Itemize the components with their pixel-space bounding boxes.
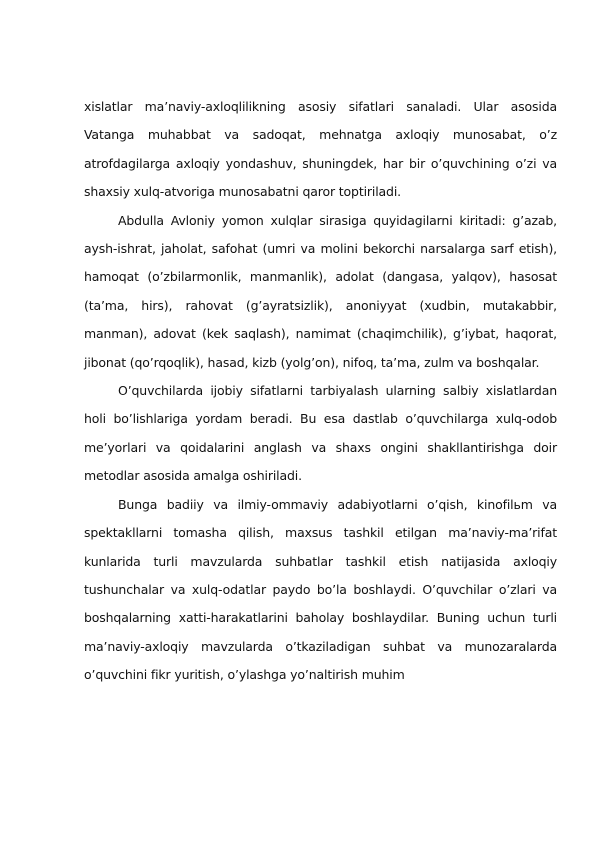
paragraph-4: Bunga badiiy va ilmiy-ommaviy adabiyotlarni o’qish, kinofilьm va spektakllarni tomasha qilish, maxsus tashkil etilgan ma’naviy-ma’rifat kunlarida turli mavzularda suhbatlar tashkil etish natijasida axloqiy tushunchalar va xulq-odatlar paydo bo’la boshlaydi. O’quvchilar o’zlari va boshqalarning xatti-harakatlarini baholay boshlaydilar. Buning uchun turli ma’naviy-axloqiy mavzularda o’tkaziladigan suhbat va munozaralarda o’quvchini fikr yuritish, o’ylashga yo’naltirish muhim	[84, 496, 557, 683]
paragraph-1: xislatlar ma’naviy-axloqlilikning asosiy sifatlari sanaladi. Ular asosida Vatanga muhabbat va sadoqat, mehnatga axloqiy munosabat, o’z atrofdagilarga axloqiy yondashuv, shuningdek, har bir o’quvchining o’zi va shaxsiy xulq-atvoriga munosabatni qaror toptiriladi.	[84, 99, 557, 200]
paragraph-2: Abdulla Avloniy yomon xulqlar sirasiga quyidagilarni kiritadi: g’azab, aysh-ishrat, jaholat, safohat (umri va molini bekorchi narsalarga sarf etish), hamoqat (o’zbilarmonlik, manmanlik), adolat (dangasa, yalqov), hasosat (ta’ma, hirs), rahovat (g’ayratsizlik), anoniyyat (xudbin, mutakabbir, manman), adovat (kek saqlash), namimat (chaqimchilik), g’iybat, haqorat, jibonat (qo’rqoqlik), hasad, kizb (yolg’on), nifoq, ta’ma, zulm va boshqalar.	[84, 212, 557, 370]
paragraph-3: O’quvchilarda ijobiy sifatlarni tarbiyalash ularning salbiy xislatlardan holi bo’lishlariga yordam beradi. Bu esa dastlab o’quvchilarga xulq-odob me’yorlari va qoidalarini anglash va shaxs ongini shakllantirishga doir metodlar asosida amalga oshiriladi.	[84, 383, 557, 484]
document-page	[84, 93, 557, 690]
